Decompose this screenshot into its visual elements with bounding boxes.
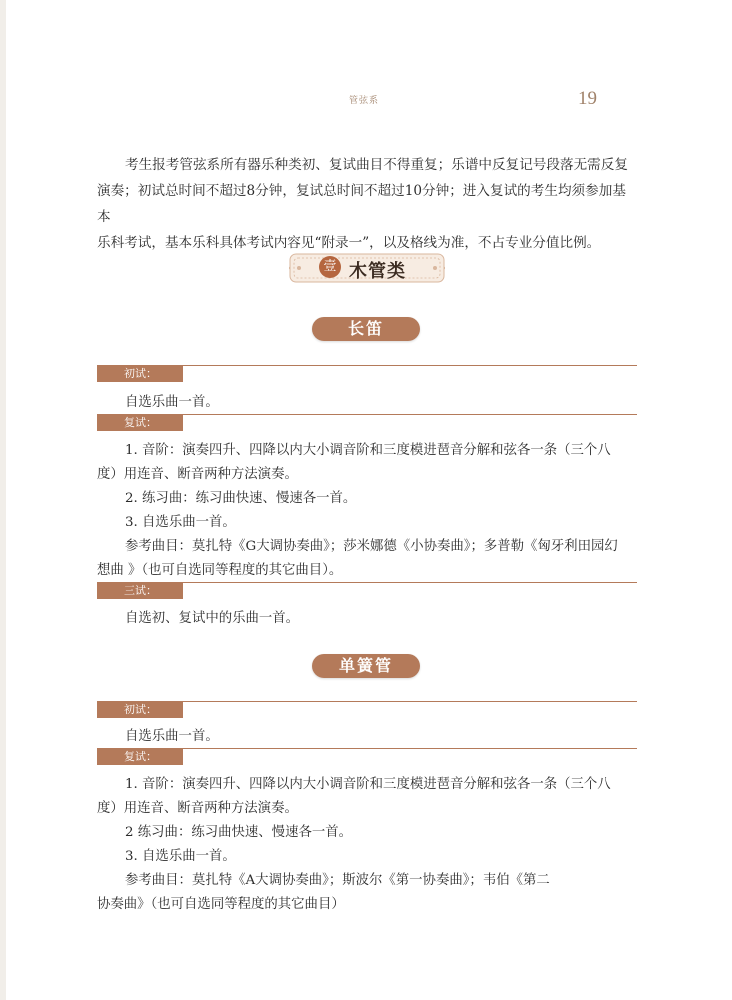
page-header <box>0 88 732 112</box>
round-label: 复试： <box>97 415 183 431</box>
round-label: 三试： <box>97 583 183 599</box>
page-number: 19 <box>578 88 597 109</box>
round-header <box>97 365 637 383</box>
category-banner <box>289 250 445 286</box>
round-label: 复试： <box>97 749 183 765</box>
text-line: 3. 自选乐曲一首。 <box>125 849 236 864</box>
text-line: 协奏曲》（也可自选同等程度的其它曲目） <box>97 897 345 912</box>
text-line: 度）用连音、断音两种方法演奏。 <box>97 467 298 482</box>
text-line: 参考曲目：莫扎特《G大调协奏曲》；莎米娜德《小协奏曲》；多普勒《匈牙利田园幻 <box>125 539 618 554</box>
text-line: 度）用连音、断音两种方法演奏。 <box>97 801 298 816</box>
instrument-title: 长笛 <box>312 317 420 341</box>
page-edge <box>0 0 6 1000</box>
instrument-title: 单簧管 <box>312 654 420 678</box>
text-line: 1. 音阶：演奏四升、四降以内大小调音阶和三度模进琶音分解和弦各一条（三个八 <box>125 777 611 792</box>
section-title: 管弦系 <box>349 96 380 106</box>
intro-paragraph <box>97 152 637 256</box>
text-line: 自选初、复试中的乐曲一首。 <box>125 611 300 626</box>
text-line: 自选乐曲一首。 <box>125 395 219 410</box>
text-line: 参考曲目：莫扎特《A大调协奏曲》；斯波尔《第一协奏曲》；韦伯《第二 <box>125 873 550 888</box>
text-line: 2 练习曲：练习曲快速、慢速各一首。 <box>125 825 353 840</box>
text-line: 1. 音阶：演奏四升、四降以内大小调音阶和三度模进琶音分解和弦各一条（三个八 <box>125 443 611 458</box>
intro-line: 演奏；初试总时间不超过8分钟，复试总时间不超过10分钟；进入复试的考生均须参加基本 <box>97 183 626 225</box>
category-seal-icon: 壹 <box>319 256 341 278</box>
round-header <box>97 414 637 432</box>
intro-line: 考生报考管弦系所有器乐种类初、复试曲目不得重复；乐谱中反复记号段落无需反复 <box>125 157 628 173</box>
round-header <box>97 748 637 766</box>
text-line: 2. 练习曲：练习曲快速、慢速各一首。 <box>125 491 357 506</box>
text-line: 自选乐曲一首。 <box>125 729 219 744</box>
text-line: 3. 自选乐曲一首。 <box>125 515 236 530</box>
round-label: 初试： <box>97 366 183 382</box>
round-label: 初试： <box>97 702 183 718</box>
intro-line: 乐科考试，基本乐科具体考试内容见“附录一”，以及格线为准，不占专业分值比例。 <box>97 235 601 251</box>
round-header <box>97 701 637 719</box>
text-line: 想曲 》（也可自选同等程度的其它曲目）。 <box>97 563 343 578</box>
category-title: 木管类 <box>349 261 406 282</box>
round-header <box>97 582 637 600</box>
